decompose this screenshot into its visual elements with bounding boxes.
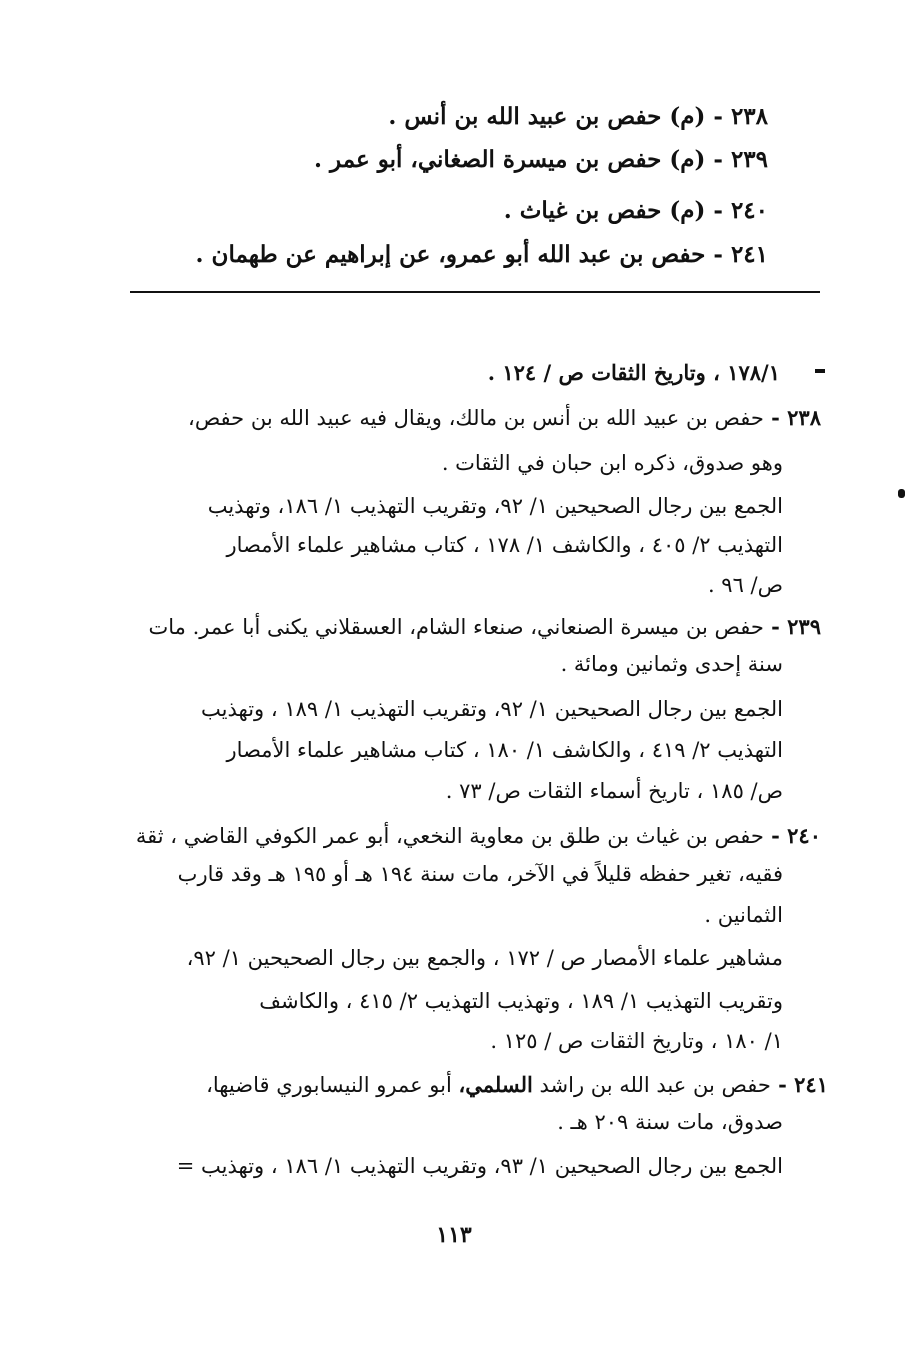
footnote-separator [130,291,820,293]
footnote-239-ref-1: الجمع بين رجال الصحيحين ١/ ٩٢، وتقريب التهذيب ١/ ١٨٩ ، وتهذيب [201,697,783,721]
footnote-240-line-3: الثمانين . [704,903,783,927]
footnote-238-ref-2: التهذيب ٢/ ٤٠٥ ، والكاشف ١/ ١٧٨ ، كتاب مشاهير علماء الأمصار [226,533,783,557]
footnote-240-ref-3: ١/ ١٨٠ ، وتاريخ الثقات ص / ١٢٥ . [490,1029,783,1053]
footnote-240-ref-2: وتقريب التهذيب ١/ ١٨٩ ، وتهذيب التهذيب ٢/ ٤١٥ ، والكاشف [259,989,783,1013]
footnote-240-text-1: حفص بن غياث بن طلق بن معاوية النخعي، أبو عمر الكوفي القاضي ، ثقة [135,824,764,848]
footnote-239-text-1: حفص بن ميسرة الصنعاني، صنعاء الشام، العسقلاني يكنى أبا عمر. مات [148,615,764,639]
header-entry-240: ٢٤٠ - (م) حفص بن غياث . [503,197,768,224]
footnote-239-ref-3: ص/ ١٨٥ ، تاريخ أسماء الثقات ص/ ٧٣ . [445,779,783,803]
footnote-240-number: ٢٤٠ - [763,823,821,848]
footnote-238-line-1 [188,405,821,430]
footnote-240-ref-1: مشاهير علماء الأمصار ص / ١٧٢ ، والجمع بين رجال الصحيحين ١/ ٩٢، [186,946,783,970]
footnote-240-line-1 [136,823,821,848]
continuation-mark [815,369,825,373]
footnote-241-ref-1: الجمع بين رجال الصحيحين ١/ ٩٣، وتقريب التهذيب ١/ ١٨٦ ، وتهذيب = [176,1154,783,1178]
footnote-238-number: ٢٣٨ - [763,405,821,430]
footnote-241-text-1c: أبو عمرو النيسابوري قاضيها، [206,1073,459,1097]
header-entry-238: ٢٣٨ - (م) حفص بن عبيد الله بن أنس . [388,103,768,130]
footnote-238-ref-3: ص/ ٩٦ . [707,573,783,597]
footnote-238-text-1: حفص بن عبيد الله بن أنس بن مالك، ويقال فيه عبيد الله بن حفص، [188,406,764,430]
footnote-241-line-1 [206,1072,828,1097]
footnote-239-line-1 [149,614,821,639]
footnote-241-text-1b: السلمي، [458,1072,533,1097]
footnote-continuation: ١٧٨/١ ، وتاريخ الثقات ص / ١٢٤ . [487,360,780,385]
footnote-238-line-2: وهو صدوق، ذكره ابن حبان في الثقات . [441,451,783,475]
footnote-241-number: ٢٤١ - [770,1072,828,1097]
footnote-238-ref-1: الجمع بين رجال الصحيحين ١/ ٩٢، وتقريب التهذيب ١/ ١٨٦، وتهذيب [207,494,783,518]
header-entry-241: ٢٤١ - حفص بن عبد الله أبو عمرو، عن إبراهيم عن طهمان . [195,241,768,268]
footnote-239-ref-2: التهذيب ٢/ ٤١٩ ، والكاشف ١/ ١٨٠ ، كتاب مشاهير علماء الأمصار [226,738,783,762]
footnote-240-line-2: فقيه، تغير حفظه قليلاً في الآخر، مات سنة ١٩٤ هـ أو ١٩٥ هـ وقد قارب [177,862,783,886]
footnote-241-line-2: صدوق، مات سنة ٢٠٩ هـ . [557,1110,783,1134]
page-number: ١١٣ [436,1222,472,1248]
header-entry-239: ٢٣٩ - (م) حفص بن ميسرة الصغاني، أبو عمر . [314,146,768,173]
footnote-239-line-2: سنة إحدى وثمانين ومائة . [560,652,783,676]
footnote-239-number: ٢٣٩ - [763,614,821,639]
margin-dot [898,489,905,498]
footnote-241-text-1a: حفص بن عبد الله بن راشد [532,1073,771,1097]
